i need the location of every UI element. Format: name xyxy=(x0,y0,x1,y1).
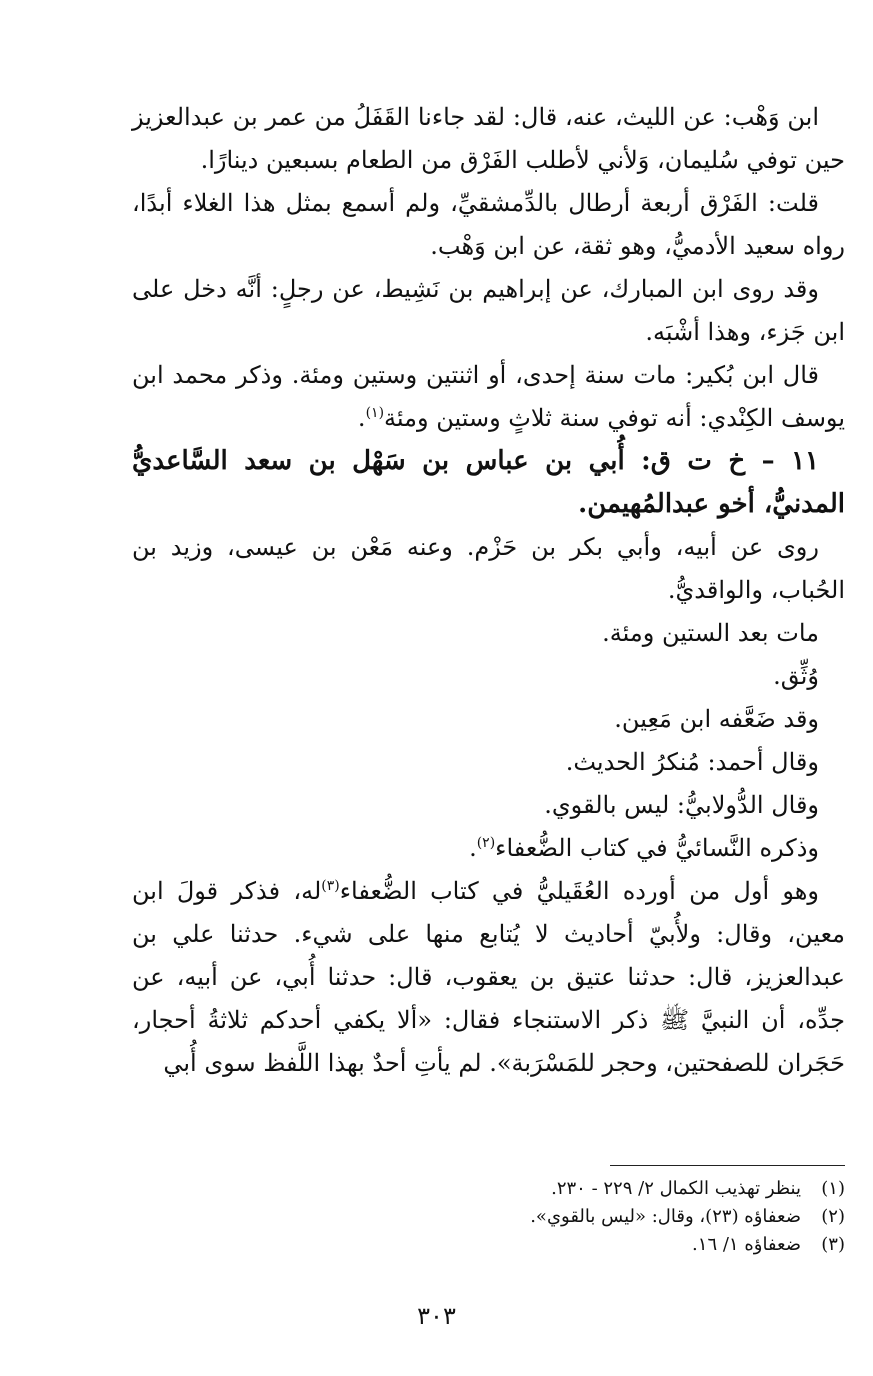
line-6-end: . xyxy=(469,834,477,862)
paragraph-2: قلت: الفَرْق أربعة أرطال بالدِّمشقيِّ، ولم أسمع بمثل هذا الغلاء أبدًا، رواه سعيد الأدميُّ، وهو ثقة، عن ابن وَهْب. xyxy=(132,189,845,260)
paragraph-6-rest: له، فذكر قولَ ابن معين، وقال: ولأُبيّ أحاديث لا يُتابع منها على شيء. حدثنا علي بن عبدالعزيز، قال: حدثنا عتيق بن يعقوب، قال: حدثنا أُبي، عن أبيه، عن جدِّه، أن النبيَّ ﷺ ذكر الاستنجاء فقال: «ألا يكفي أحدكم ثلاثةُ أحجار، حَجَران للصفحتين، وحجر للمَسْرَبة». لم يأتِ أحدٌ بهذا اللَّفظ سوى أُبي xyxy=(132,877,846,1077)
footnote-item xyxy=(132,1203,845,1231)
paragraph-6-start: وهو أول من أورده العُقَيليُّ في كتاب الضُّعفاء xyxy=(339,877,819,905)
footnote-text: ضعفاؤه ١/ ١٦. xyxy=(692,1234,801,1255)
entry-heading: ١١ – خ ت ق: أُبي بن عباس بن سَهْل بن سعد السَّاعديُّ المدنيُّ، أخو عبدالمُهيمن. xyxy=(132,446,845,519)
line-4: وقال أحمد: مُنكرُ الحديث. xyxy=(565,748,819,776)
footnote-text: ينظر تهذيب الكمال ٢/ ٢٢٩ - ٢٣٠. xyxy=(551,1178,801,1199)
line-1: مات بعد الستين ومئة. xyxy=(602,619,819,647)
paragraph-3: وقد روى ابن المبارك، عن إبراهيم بن نَشِيط، عن رجلٍ: أنَّه دخل على ابن جَزء، وهذا أشْبَه. xyxy=(132,275,845,346)
paragraph-4-end: . xyxy=(357,404,366,432)
footnote-ref-2: (٢) xyxy=(476,835,496,851)
footnote-number: (١) xyxy=(821,1178,845,1199)
paragraph-6 xyxy=(132,870,845,1085)
footnotes xyxy=(132,1175,845,1259)
paragraph-1: ابن وَهْب: عن الليث، عنه، قال: لقد جاءنا القَفَلُ من عمر بن عبدالعزيز حين توفي سُليمان، وَلأني لأطلب الفَرْق من الطعام بسبعين دينارًا. xyxy=(132,103,845,174)
main-text xyxy=(132,96,845,1085)
page-number: ٣٠٣ xyxy=(417,1302,456,1330)
footnote-number: (٣) xyxy=(821,1234,845,1255)
footnote-ref-1: (١) xyxy=(365,405,385,421)
footnote-item xyxy=(132,1231,845,1259)
line-2: وُثِّق. xyxy=(773,662,819,690)
line-5: وقال الدُّولابيُّ: ليس بالقوي. xyxy=(544,791,819,819)
line-6-text: وذكره النَّسائيُّ في كتاب الضُّعفاء xyxy=(495,834,819,862)
footnote-ref-3: (٣) xyxy=(321,878,340,894)
footnote-item xyxy=(132,1175,845,1203)
paragraph-5: روى عن أبيه، وأبي بكر بن حَزْم. وعنه مَعْن بن عيسى، وزيد بن الحُباب، والواقديُّ. xyxy=(132,533,845,604)
footnote-number: (٢) xyxy=(821,1206,845,1227)
footnote-divider xyxy=(610,1165,845,1166)
line-6 xyxy=(132,827,845,870)
paragraph-4 xyxy=(132,354,845,440)
paragraph-4-text: قال ابن بُكير: مات سنة إحدى، أو اثنتين وستين ومئة. وذكر محمد ابن يوسف الكِنْدي: أنه توفي سنة ثلاثٍ وستين ومئة xyxy=(132,361,845,432)
footnote-text: ضعفاؤه (٢٣)، وقال: «ليس بالقوي». xyxy=(530,1206,801,1227)
line-3: وقد ضَعَّفه ابن مَعِين. xyxy=(614,705,819,733)
